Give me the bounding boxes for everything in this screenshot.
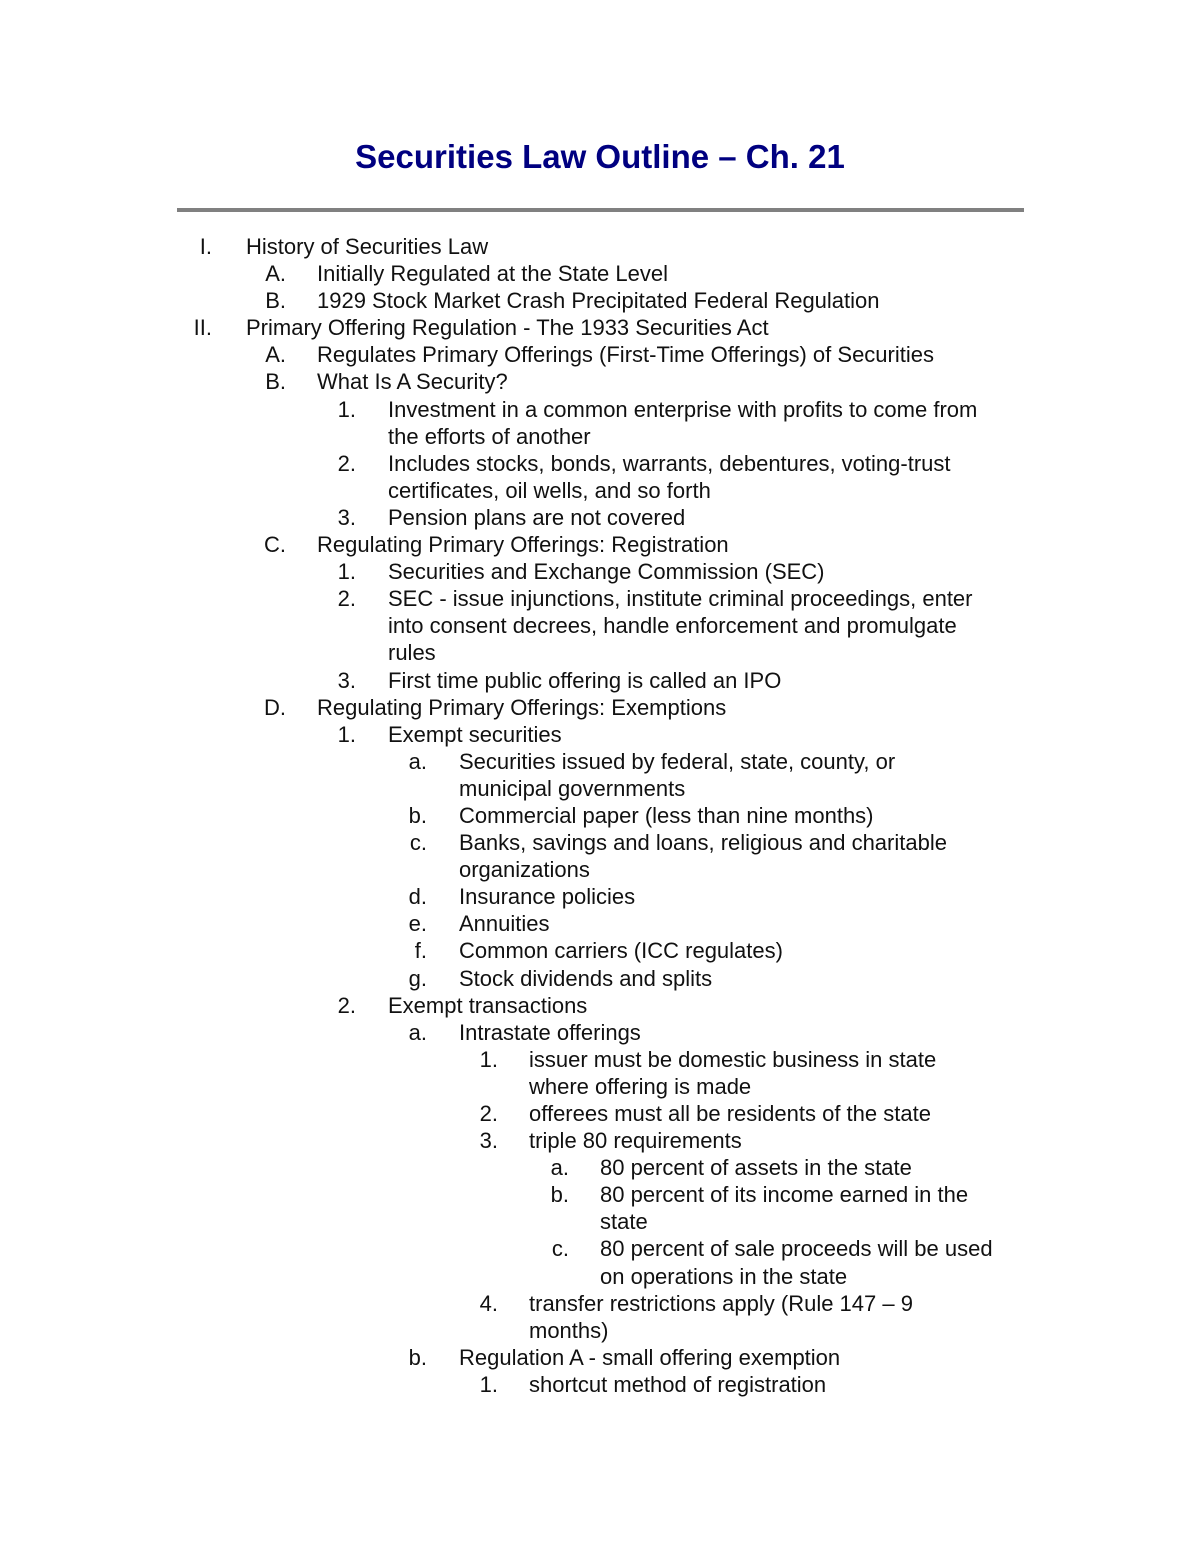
outline-item — [0, 775, 1200, 802]
outline-marker: C. — [264, 532, 286, 558]
outline-marker: A. — [265, 261, 286, 287]
outline-text: 80 percent of assets in the state — [600, 1155, 912, 1181]
outline-marker: 3. — [479, 1128, 498, 1154]
outline-item — [0, 748, 1200, 775]
outline-text: triple 80 requirements — [529, 1128, 742, 1154]
outline-item — [0, 504, 1200, 531]
outline-text: where offering is made — [529, 1073, 752, 1099]
outline-item — [0, 585, 1200, 612]
outline-item — [0, 1127, 1200, 1154]
outline-item — [0, 612, 1200, 639]
outline-item — [0, 1019, 1200, 1046]
outline-marker: 1. — [479, 1371, 498, 1397]
outline-text: transfer restrictions apply (Rule 147 – 9 — [529, 1290, 913, 1316]
outline-item — [0, 694, 1200, 721]
outline-item — [0, 883, 1200, 910]
outline-text: Commercial paper (less than nine months) — [459, 802, 874, 828]
outline-marker: 3. — [337, 667, 356, 693]
outline-item — [0, 1100, 1200, 1127]
outline-text: state — [600, 1209, 648, 1235]
outline-text: Insurance policies — [459, 884, 636, 910]
outline-item — [0, 965, 1200, 992]
outline-item — [0, 341, 1200, 368]
outline-text: 80 percent of sale proceeds will be used — [600, 1236, 993, 1262]
outline-text: offerees must all be residents of the state — [529, 1101, 931, 1126]
outline-text: certificates, oil wells, and so forth — [388, 477, 711, 503]
outline-marker: b. — [550, 1182, 569, 1208]
outline-item — [0, 1344, 1200, 1371]
outline-item — [0, 856, 1200, 883]
outline-text: Stock dividends and splits — [459, 965, 713, 991]
outline-marker: e. — [408, 911, 427, 937]
outline-marker: f. — [414, 938, 427, 964]
outline-item — [0, 1371, 1200, 1398]
outline-item — [0, 1181, 1200, 1208]
outline-text: 80 percent of its income earned in the — [600, 1182, 969, 1208]
outline-item — [0, 667, 1200, 694]
outline-marker: c. — [409, 830, 427, 856]
outline-item — [0, 558, 1200, 585]
outline-item — [0, 1235, 1200, 1262]
outline-item — [0, 260, 1200, 287]
outline-text: Pension plans are not covered — [388, 504, 686, 530]
outline-marker: b. — [408, 1344, 427, 1370]
outline-marker: 3. — [337, 504, 356, 530]
outline-text: First time public offering is called an IPO — [388, 667, 782, 693]
title-divider — [177, 208, 1024, 212]
outline-marker: 2. — [337, 586, 356, 612]
outline-item — [0, 368, 1200, 395]
outline-item — [0, 992, 1200, 1019]
outline-text: Initially Regulated at the State Level — [317, 261, 669, 287]
outline-item — [0, 1154, 1200, 1181]
outline-marker: B. — [265, 288, 286, 314]
outline-item — [0, 1290, 1200, 1317]
outline-marker: B. — [265, 369, 286, 395]
outline-item — [0, 721, 1200, 748]
outline-text: Exempt securities — [388, 721, 562, 747]
outline-text: Regulating Primary Offerings: Registration — [317, 532, 729, 558]
outline-item — [0, 829, 1200, 856]
outline-text: Regulation A - small offering exemption — [459, 1344, 841, 1370]
outline-marker: 4. — [479, 1290, 498, 1316]
outline-text: the efforts of another — [388, 423, 591, 449]
outline-marker: a. — [408, 1019, 427, 1045]
outline-text: shortcut method of registration — [529, 1371, 827, 1397]
outline-text: Securities issued by federal, state, county, or — [459, 748, 896, 774]
outline-text: Annuities — [459, 911, 550, 937]
outline-item — [0, 396, 1200, 423]
outline-marker: 2. — [479, 1101, 498, 1126]
outline-item — [0, 1073, 1200, 1100]
outline-item — [0, 233, 1200, 260]
outline-marker: 2. — [337, 992, 356, 1018]
outline-text: What Is A Security? — [317, 369, 508, 395]
outline-marker: 1. — [337, 396, 356, 422]
outline-text: Intrastate offerings — [459, 1019, 641, 1045]
outline-marker: a. — [408, 748, 427, 774]
outline-item — [0, 910, 1200, 937]
outline-marker: c. — [551, 1236, 569, 1262]
outline-text: Common carriers (ICC regulates) — [459, 938, 783, 964]
outline-text: Regulates Primary Offerings (First-Time Offerings) of Securities — [317, 342, 934, 368]
outline-marker: 2. — [337, 450, 356, 476]
outline-text: Regulating Primary Offerings: Exemptions — [317, 694, 727, 720]
outline-item — [0, 287, 1200, 314]
document-title: Securities Law Outline – Ch. 21 — [355, 138, 845, 175]
outline-text: into consent decrees, handle enforcement and promulgate — [388, 613, 957, 639]
outline-text: organizations — [459, 857, 590, 883]
outline-text: Primary Offering Regulation - The 1933 Securities Act — [246, 315, 769, 341]
outline-text: Banks, savings and loans, religious and charitable — [459, 830, 947, 856]
outline-marker: A. — [265, 342, 286, 368]
outline-marker: 1. — [479, 1046, 498, 1072]
outline-item — [0, 1263, 1200, 1290]
outline-marker: a. — [550, 1155, 569, 1181]
outline-text: History of Securities Law — [246, 234, 489, 259]
outline-marker: I. — [199, 234, 212, 259]
outline-text: rules — [388, 640, 436, 666]
outline-item — [0, 450, 1200, 477]
outline-item — [0, 477, 1200, 504]
outline-item — [0, 423, 1200, 450]
outline-item — [0, 639, 1200, 666]
outline-item — [0, 937, 1200, 964]
outline-item — [0, 314, 1200, 341]
outline-item — [0, 1208, 1200, 1235]
outline-marker: 1. — [337, 721, 356, 747]
outline-text: Exempt transactions — [388, 992, 588, 1018]
outline-text: municipal governments — [459, 775, 686, 801]
outline-text: Securities and Exchange Commission (SEC) — [388, 559, 825, 585]
outline-text: issuer must be domestic business in state — [529, 1046, 937, 1072]
outline-marker: d. — [408, 884, 427, 910]
outline-item — [0, 802, 1200, 829]
outline-text: 1929 Stock Market Crash Precipitated Federal Regulation — [317, 288, 880, 314]
outline-text: SEC - issue injunctions, institute criminal proceedings, enter — [388, 586, 973, 612]
outline-text: Includes stocks, bonds, warrants, debentures, voting-trust — [388, 450, 951, 476]
outline-marker: 1. — [337, 559, 356, 585]
outline-text: on operations in the state — [600, 1263, 848, 1289]
outline-item — [0, 531, 1200, 558]
outline-text: months) — [529, 1317, 609, 1343]
outline-item — [0, 1317, 1200, 1344]
outline-item — [0, 1046, 1200, 1073]
outline-marker: II. — [193, 315, 212, 341]
outline-marker: g. — [408, 965, 427, 991]
outline-text: Investment in a common enterprise with profits to come from — [388, 396, 978, 422]
outline-marker: D. — [264, 694, 286, 720]
outline-list — [0, 233, 1200, 1398]
outline-marker: b. — [408, 802, 427, 828]
